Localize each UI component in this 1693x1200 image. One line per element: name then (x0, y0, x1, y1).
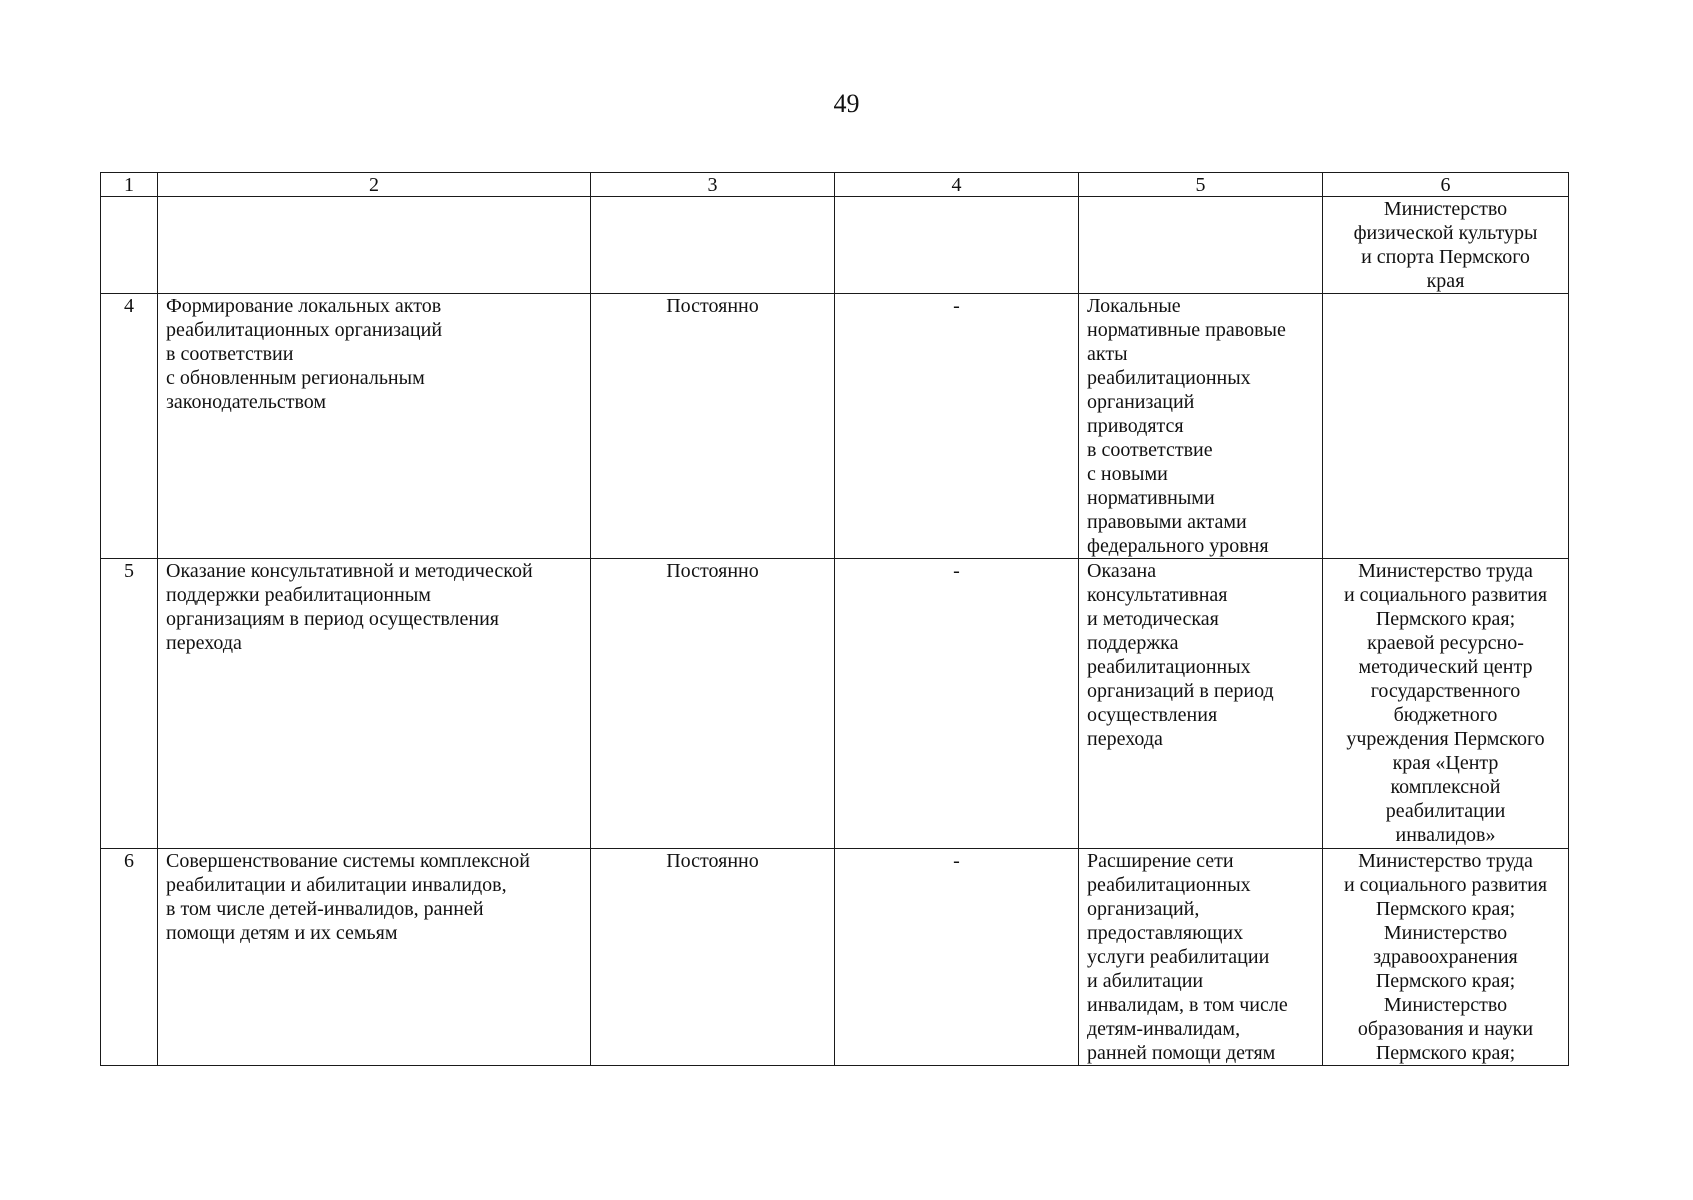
result-cell (1079, 294, 1323, 559)
responsible-cell (1323, 294, 1569, 559)
result-line: реабилитационных (1087, 656, 1251, 678)
responsible-line: инвалидов» (1395, 824, 1496, 846)
responsible-line: Министерство (1383, 994, 1508, 1016)
result-line: нормативными (1087, 487, 1215, 509)
task-line: реабилитации и абилитации инвалидов, (166, 874, 507, 896)
responsible-cell (1323, 849, 1569, 1066)
measures-table (100, 172, 1569, 1066)
task-line: организациям в период осуществления (166, 608, 499, 630)
result-line: детям-инвалидам, (1087, 1018, 1241, 1040)
indicator-cell: - (835, 559, 1079, 849)
table-row (101, 294, 1569, 559)
responsible-line: Пермского края; (1375, 608, 1516, 630)
task-cell (158, 197, 591, 294)
indicator-cell: - (835, 294, 1079, 559)
result-line: организаций (1087, 391, 1195, 413)
term-cell (591, 197, 835, 294)
result-line: и абилитации (1087, 970, 1204, 992)
table-row (101, 197, 1569, 294)
result-line: акты (1087, 343, 1128, 365)
task-line: законодательством (166, 391, 327, 413)
responsible-line: физической культуры (1353, 222, 1538, 244)
task-cell (158, 294, 591, 559)
result-line: организаций, (1087, 898, 1200, 920)
result-line: федерального уровня (1087, 535, 1269, 557)
responsible-line: и спорта Пермского (1361, 246, 1530, 268)
row-number (101, 197, 158, 294)
result-line: инвалидам, в том числе (1087, 994, 1288, 1016)
responsible-line: и социального развития (1343, 584, 1548, 606)
task-line: Формирование локальных актов (166, 295, 442, 317)
result-line: Локальные (1087, 295, 1181, 317)
result-line: в соответствие (1087, 439, 1213, 461)
result-line: и методическая (1087, 608, 1219, 630)
task-line: поддержки реабилитационным (166, 584, 431, 606)
responsible-line: Пермского края; (1375, 898, 1516, 920)
result-cell (1079, 559, 1323, 849)
table-row (101, 849, 1569, 1066)
column-header: 5 (1079, 173, 1323, 197)
column-header: 3 (591, 173, 835, 197)
responsible-cell (1323, 197, 1569, 294)
task-line: Оказание консультативной и методической (166, 560, 533, 582)
table-header-row (101, 173, 1569, 197)
indicator-cell: - (835, 849, 1079, 1066)
result-line: Оказана (1087, 560, 1157, 582)
result-line: правовыми актами (1087, 511, 1247, 533)
result-cell (1079, 849, 1323, 1066)
result-line: предоставляющих (1087, 922, 1244, 944)
row-number: 4 (101, 294, 158, 559)
responsible-line: Министерство (1383, 922, 1508, 944)
column-header: 6 (1323, 173, 1569, 197)
task-line: в том числе детей-инвалидов, ранней (166, 898, 484, 920)
result-line: реабилитационных (1087, 367, 1251, 389)
responsible-line: учреждения Пермского (1346, 728, 1545, 750)
result-cell (1079, 197, 1323, 294)
column-header: 1 (101, 173, 158, 197)
result-line: осуществления (1087, 704, 1218, 726)
responsible-line: государственного (1370, 680, 1521, 702)
responsible-line: комплексной (1390, 776, 1501, 798)
responsible-line: Министерство труда (1358, 560, 1533, 582)
term-cell: Постоянно (591, 849, 835, 1066)
task-line: Совершенствование системы комплексной (166, 850, 530, 872)
result-line: перехода (1087, 728, 1163, 750)
responsible-line: методический центр (1358, 656, 1533, 678)
result-line: реабилитационных (1087, 874, 1251, 896)
task-line: в соответствии (166, 343, 294, 365)
result-line: ранней помощи детям (1087, 1042, 1276, 1064)
term-cell: Постоянно (591, 294, 835, 559)
task-cell (158, 849, 591, 1066)
task-line: помощи детям и их семьям (166, 922, 398, 944)
result-line: Расширение сети (1087, 850, 1234, 872)
responsible-line: образования и науки (1357, 1018, 1534, 1040)
responsible-line: края «Центр (1392, 752, 1499, 774)
task-line: перехода (166, 632, 242, 654)
indicator-cell (835, 197, 1079, 294)
responsible-line: Пермского края; (1375, 970, 1516, 992)
row-number: 6 (101, 849, 158, 1066)
term-cell: Постоянно (591, 559, 835, 849)
page-number: 49 (833, 89, 860, 118)
responsible-line: бюджетного (1393, 704, 1498, 726)
responsible-line: реабилитации (1385, 800, 1506, 822)
result-line: услуги реабилитации (1087, 946, 1270, 968)
responsible-cell (1323, 559, 1569, 849)
result-line: с новыми (1087, 463, 1168, 485)
task-line: с обновленным региональным (166, 367, 425, 389)
task-cell (158, 559, 591, 849)
result-line: консультативная (1087, 584, 1228, 606)
table-row (101, 559, 1569, 849)
task-line: реабилитационных организаций (166, 319, 443, 341)
result-line: нормативные правовые (1087, 319, 1286, 341)
responsible-line: краевой ресурсно- (1367, 632, 1524, 654)
responsible-line: Министерство (1383, 198, 1508, 220)
column-header: 2 (158, 173, 591, 197)
responsible-line: Пермского края; (1375, 1042, 1516, 1064)
responsible-line: и социального развития (1343, 874, 1548, 896)
result-line: поддержка (1087, 632, 1179, 654)
result-line: организаций в период (1087, 680, 1274, 702)
responsible-line: Министерство труда (1358, 850, 1533, 872)
result-line: приводятся (1087, 415, 1184, 437)
column-header: 4 (835, 173, 1079, 197)
responsible-line: края (1426, 270, 1465, 292)
row-number: 5 (101, 559, 158, 849)
responsible-line: здравоохранения (1373, 946, 1518, 968)
